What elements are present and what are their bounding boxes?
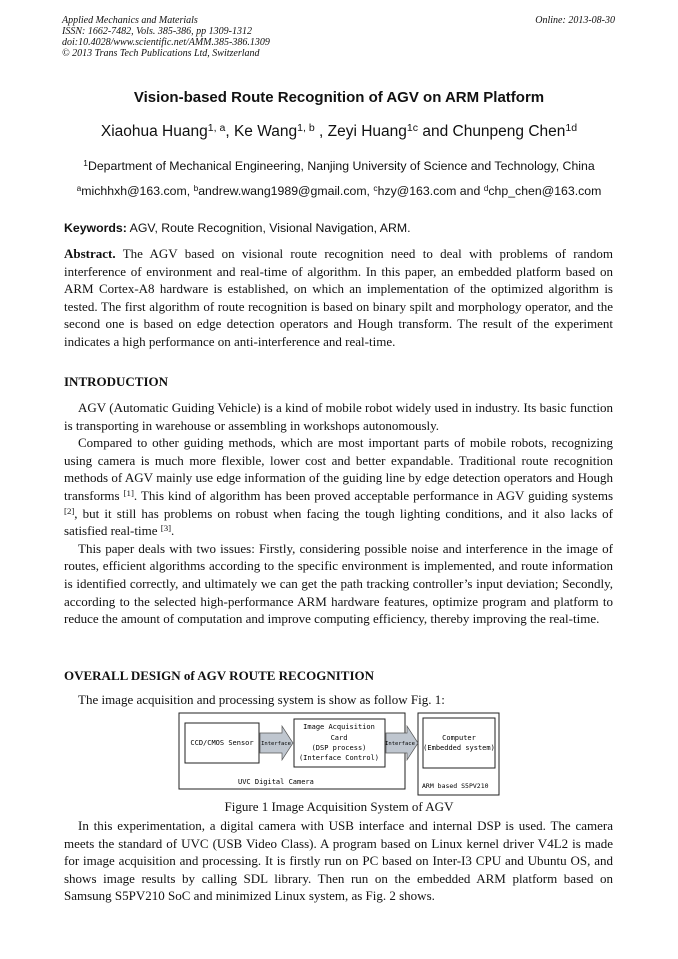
email: michhxh@163.com, bbox=[81, 184, 194, 198]
email-sup: d bbox=[483, 183, 489, 194]
abstract bbox=[64, 245, 613, 351]
affiliation-sup: 1 bbox=[83, 158, 88, 169]
author-sup: 1c bbox=[406, 122, 419, 135]
figure-1-caption: Figure 1 Image Acquisition System of AGV bbox=[224, 799, 454, 814]
author-name: Chunpeng Chen bbox=[452, 123, 566, 140]
author-sep: , bbox=[225, 123, 234, 140]
author-sep: , bbox=[314, 123, 328, 140]
text-run: , but it still has problems on robust when facing the tough lighting conditions, and it also lacks of satisfied real-time bbox=[64, 505, 613, 539]
text-run: . bbox=[171, 523, 175, 539]
text-run: Compared to other guiding methods, which are most important parts of mobile robots, recognizing using camera is much more flexible, lower cost and better expandable. Traditional route recognition methods of AGV mainly use edge information of the guiding line by edge detection operators and Hough transforms bbox=[64, 435, 613, 503]
paper-title: Vision-based Route Recognition of AGV on ARM Platform bbox=[133, 89, 545, 106]
section-heading-overall-design: OVERALL DESIGN of AGV ROUTE RECOGNITION bbox=[64, 668, 375, 683]
email: andrew.wang1989@gmail.com, bbox=[198, 184, 374, 198]
author-name: Ke Wang bbox=[233, 123, 298, 140]
card-line-4: (Interface Control) bbox=[298, 754, 380, 762]
author-sup: 1d bbox=[565, 122, 578, 135]
issn-line: ISSN: 1662-7482, Vols. 385-386, pp 1309-1312 bbox=[62, 26, 252, 37]
computer-line-1: Computer bbox=[442, 734, 476, 742]
figure-1-diagram bbox=[178, 712, 500, 796]
email-sup: b bbox=[193, 183, 199, 194]
email-sup: a bbox=[76, 183, 82, 194]
affiliation bbox=[0, 159, 678, 173]
author-list bbox=[0, 123, 678, 141]
journal-meta bbox=[62, 15, 270, 59]
overall-intro bbox=[64, 691, 613, 709]
paragraph bbox=[64, 434, 613, 540]
card-line-3: (DSP process) bbox=[311, 744, 367, 752]
author-sup: 1, b bbox=[297, 122, 315, 135]
author-sup: 1, a bbox=[207, 122, 226, 135]
abstract-label: Abstract. bbox=[64, 246, 116, 261]
introduction-body bbox=[64, 399, 613, 628]
card-line-2: Card bbox=[330, 734, 348, 742]
computer-box bbox=[423, 718, 495, 768]
journal-name: Applied Mechanics and Materials bbox=[62, 15, 198, 26]
paragraph: AGV (Automatic Guiding Vehicle) is a kind of mobile robot widely used in industry. Its basic function is transporting in warehouse or assembling in workshops autonomously. bbox=[64, 400, 613, 433]
online-date: Online: 2013-08-30 bbox=[535, 15, 615, 26]
email: chp_chen@163.com bbox=[488, 184, 602, 198]
citation: [2] bbox=[64, 505, 75, 516]
abstract-text: The AGV based on visional route recognition need to deal with problems of random interference of environment and real-time of algorithm. In this paper, an embedded platform based on ARM Cortex-A8 hardware is established, on which an implementation of the optimized algorithm is tested. The first algorithm of route recognition is based on binary spilt and morphology operator, and the second one is based on edge detection operators and Hough transform. The result of the experiment indicates a high performance on anti-interference and real-time. bbox=[64, 246, 613, 349]
section-heading-introduction: INTRODUCTION bbox=[64, 374, 169, 389]
keywords-text: AGV, Route Recognition, Visional Navigation, ARM. bbox=[126, 221, 411, 235]
citation: [3] bbox=[160, 523, 172, 534]
interface-label-2: Interface bbox=[385, 741, 415, 747]
affiliation-text: Department of Mechanical Engineering, Nanjing University of Science and Technology, China bbox=[87, 159, 595, 173]
interface-label-1: Interface bbox=[261, 741, 291, 747]
camera-label: UVC Digital Camera bbox=[238, 778, 314, 786]
author-name: Zeyi Huang bbox=[327, 123, 407, 140]
email-sup: c bbox=[373, 183, 378, 194]
paragraph: The image acquisition and processing system is show as follow Fig. 1: bbox=[78, 692, 445, 707]
arm-label: ARM based S5PV210 bbox=[422, 782, 489, 790]
author-sep: and bbox=[418, 123, 453, 140]
text-run: . This kind of algorithm has been proved acceptable performance in AGV guiding systems bbox=[133, 487, 613, 503]
keywords bbox=[64, 221, 411, 235]
email-list bbox=[0, 184, 678, 198]
email: hzy@163.com and bbox=[377, 184, 484, 198]
keywords-label: Keywords: bbox=[64, 221, 127, 235]
sensor-label: CCD/CMOS Sensor bbox=[190, 739, 254, 747]
computer-line-2: (Embedded system) bbox=[423, 744, 495, 752]
citation: [1] bbox=[123, 488, 134, 498]
doi-line: doi:10.4028/www.scientific.net/AMM.385-386.1309 bbox=[62, 37, 270, 48]
paragraph: In this experimentation, a digital camera with USB interface and internal DSP is used. The camera meets the standard of UVC (USB Video Class). A program based on Linux kernel driver V4L2 is made for image acquisition and processing. It is firstly run on PC based on Inter-I3 CPU and Ubuntu OS, and shows image results by calling SDL library. Then run on the embedded ARM platform based on Samsung S5PV210 SoC and minimized Linux system, as Fig. 2 shows. bbox=[64, 818, 613, 904]
overall-body bbox=[64, 817, 613, 905]
paragraph: This paper deals with two issues: Firstly, considering possible noise and interference in the image of routes, efficient algorithms according to the specific environment is implemented, and route information is identified correctly, and ultimately we can get the path tracking controller’s input deviation; Secondly, according to the selected high-performance ARM hardware features, optimize program and platform to reduce the amount of computation and improve computing efficiency, thereby improving the real-time. bbox=[64, 540, 613, 627]
card-line-1: Image Acquisition bbox=[303, 723, 375, 731]
author-name: Xiaohua Huang bbox=[100, 123, 208, 140]
copyright-line: © 2013 Trans Tech Publications Ltd, Switzerland bbox=[62, 48, 260, 59]
